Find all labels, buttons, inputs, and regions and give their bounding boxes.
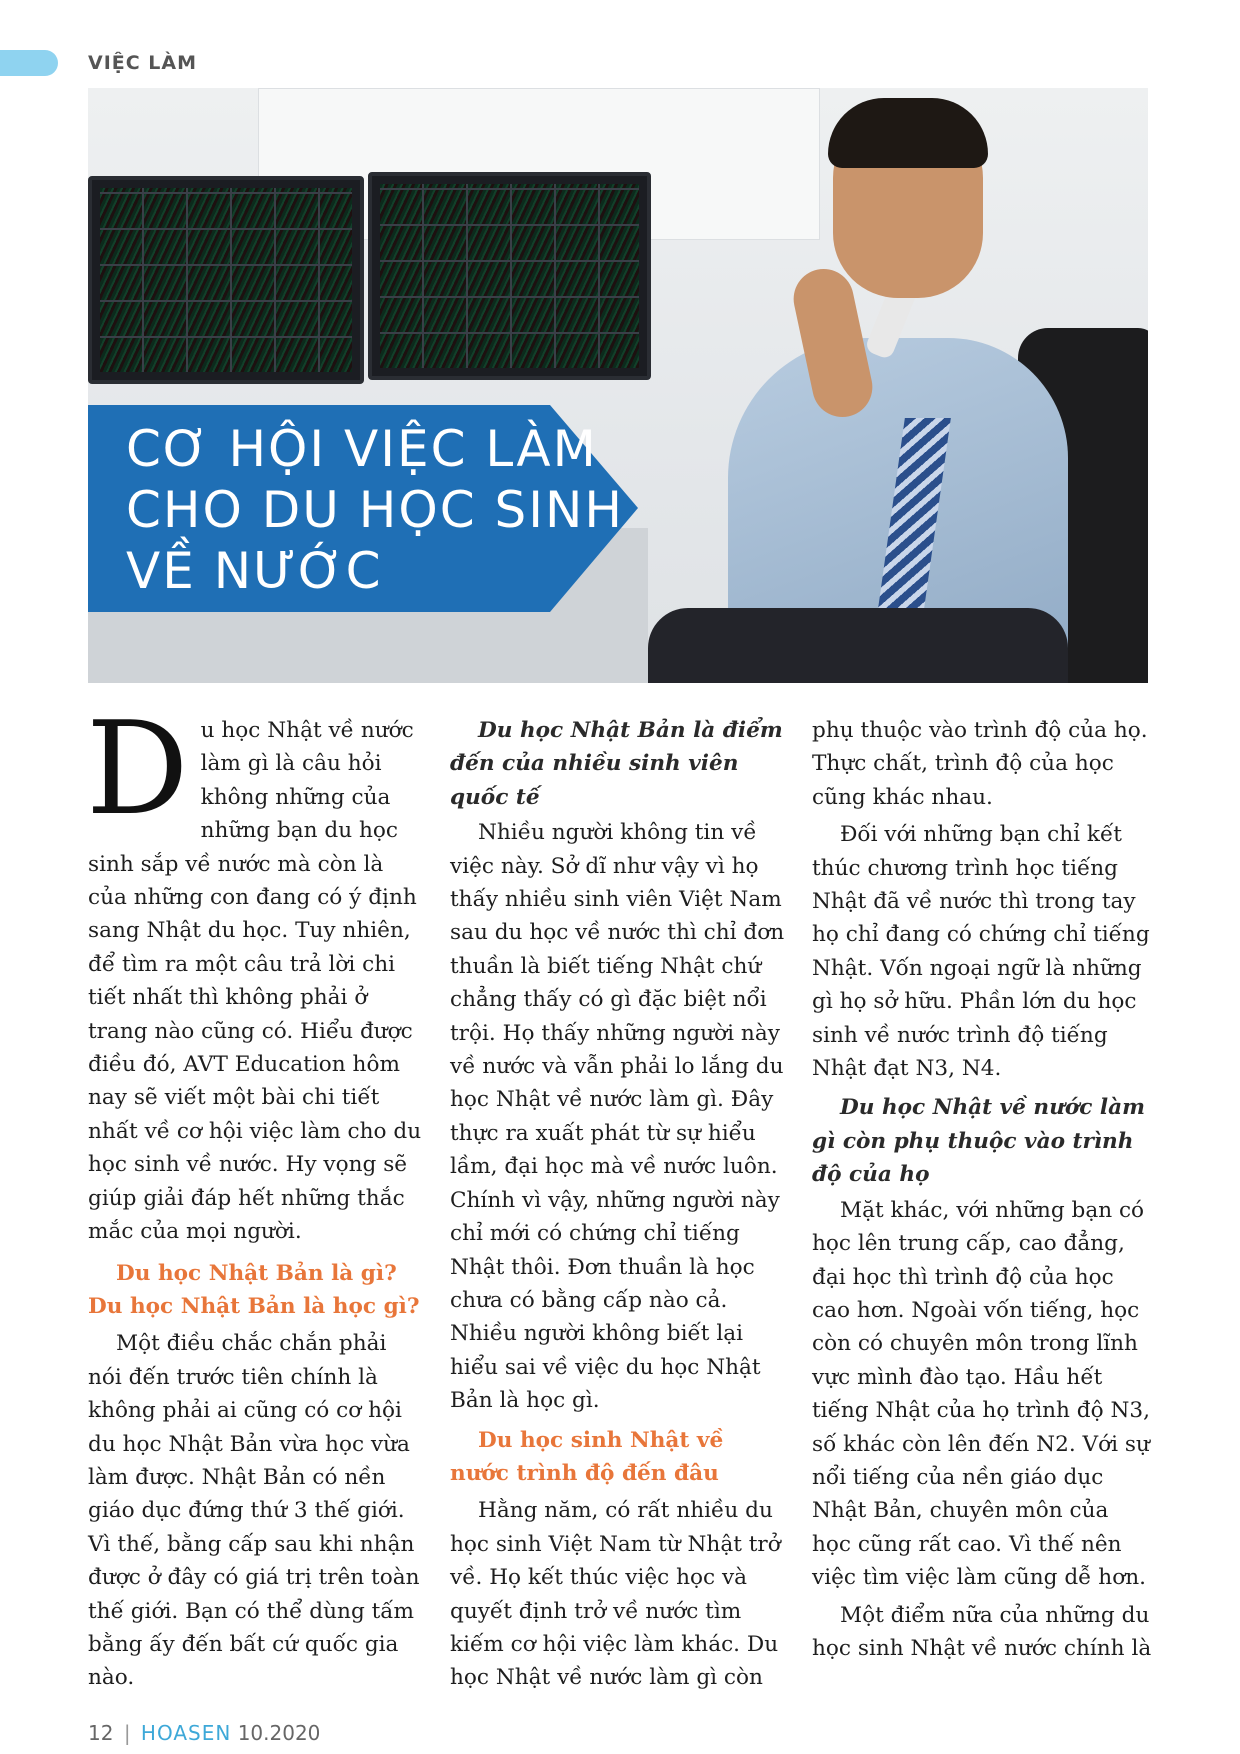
intro-text: u học Nhật về nước làm gì là câu hỏi không những của những bạn du học sinh sắp về nước mà còn là của những con đang có ý định sang Nhật du học. Tuy nhiên, để tìm ra một câu trả lời chi tiết nhất thì không phải ở trang nào cũng có. Hiểu được điều đó, AVT Education hôm nay sẽ viết một bài chi tiết nhất về cơ hội việc làm cho du học sinh về nước. Hy vọng sẽ giúp giải đáp hết những thắc mắc của mọi người. [88, 718, 422, 1245]
body-paragraph: Nhiều người không tin về việc này. Sở dĩ như vậy vì họ thấy nhiều sinh viên Việt Nam sau du học về nước thì chỉ đơn thuần là biết tiếng Nhật chứ chẳng thấy có gì đặc biệt nổi trội. Họ thấy những người này về nước và vẫn phải lo lắng du học Nhật về nước làm gì. Đây thực ra xuất phát từ sự hiểu lầm, đại học mà về nước luôn. Chính vì vậy, những người này chỉ mới có chứng chỉ tiếng Nhật thôi. Đơn thuần là học chưa có bằng cấp nào cả. Nhiều người không biết lại hiểu sai về việc du học Nhật Bản là học gì. [450, 820, 785, 1414]
title-banner [88, 405, 638, 612]
body-paragraph: Đối với những bạn chỉ kết thúc chương trình học tiếng Nhật đã về nước thì trong tay họ chỉ đang có chứng chỉ tiếng Nhật. Vốn ngoại ngữ là những gì họ sở hữu. Phần lớn du học sinh về nước trình độ tiếng Nhật đạt N3, N4. [812, 822, 1150, 1082]
issue-date: 10.2020 [237, 1721, 321, 1745]
subheading: Du học sinh Nhật về nước trình độ đến đâu [450, 1427, 724, 1486]
section-label: VIỆC LÀM [88, 52, 198, 74]
body-paragraph: Hằng năm, có rất nhiều du học sinh Việt Nam từ Nhật trở về. Họ kết thúc việc học và quyết định trở về nước tìm kiếm cơ hội việc làm khác. Du học Nhật về nước làm gì còn [450, 1498, 781, 1691]
person-hair [828, 98, 988, 168]
body-paragraph: Một điểm nữa của những du học sinh Nhật về nước chính là [812, 1602, 1152, 1661]
text-column-1 [86, 695, 426, 1695]
body-paragraph-continued: phụ thuộc vào trình độ của họ. Thực chất, trình độ của học cũng khác nhau. [812, 718, 1148, 810]
text-column-3 [812, 714, 1152, 1665]
page-number: 12 [88, 1721, 114, 1745]
footer-separator: | [123, 1721, 131, 1745]
monitor-right [368, 172, 651, 380]
title-line: VỀ NƯỚC [126, 542, 383, 600]
body-paragraph: Một điều chắc chắn phải nói đến trước tiên chính là không phải ai cũng có cơ hội du học Nhật Bản vừa học vừa làm được. Nhật Bản có nền giáo dục đứng thứ 3 thế giới. Vì thế, bằng cấp sau khi nhận được ở đây có giá trị trên toàn thế giới. Bạn có thể dùng tấm bằng ấy đến bất cứ quốc gia nào. [88, 1331, 420, 1691]
drop-cap: D [86, 695, 189, 844]
person-pants [648, 608, 1068, 683]
monitor-left [88, 176, 364, 384]
title-line: CHO DU HỌC SINH [126, 481, 624, 539]
page-footer [88, 1721, 320, 1745]
text-column-2 [450, 714, 788, 1695]
article-title [126, 419, 626, 602]
title-line: CƠ HỘI VIỆC LÀM [126, 420, 598, 478]
subheading: Du học Nhật về nước làm gì còn phụ thuộc vào trình độ của họ [812, 1095, 1145, 1188]
subheading: Du học Nhật Bản là gì? Du học Nhật Bản là học gì? [88, 1260, 420, 1319]
intro-paragraph [86, 695, 426, 1249]
subheading: Du học Nhật Bản là điểm đến của nhiều sinh viên quốc tế [450, 718, 783, 810]
body-paragraph: Mặt khác, với những bạn có học lên trung cấp, cao đẳng, đại học thì trình độ của học cao hơn. Ngoài vốn tiếng, học còn có chuyên môn trong lĩnh vực mình đào tạo. Hầu hết tiếng Nhật của họ trình độ N3, số khác còn lên đến N2. Với sự nổi tiếng của nền giáo dục Nhật Bản, chuyên môn của học cũng rất cao. Vì thế nên việc tìm việc làm cũng dễ hơn. [812, 1197, 1150, 1591]
magazine-brand: HOASEN [140, 1721, 232, 1745]
section-accent-bar [0, 50, 58, 76]
